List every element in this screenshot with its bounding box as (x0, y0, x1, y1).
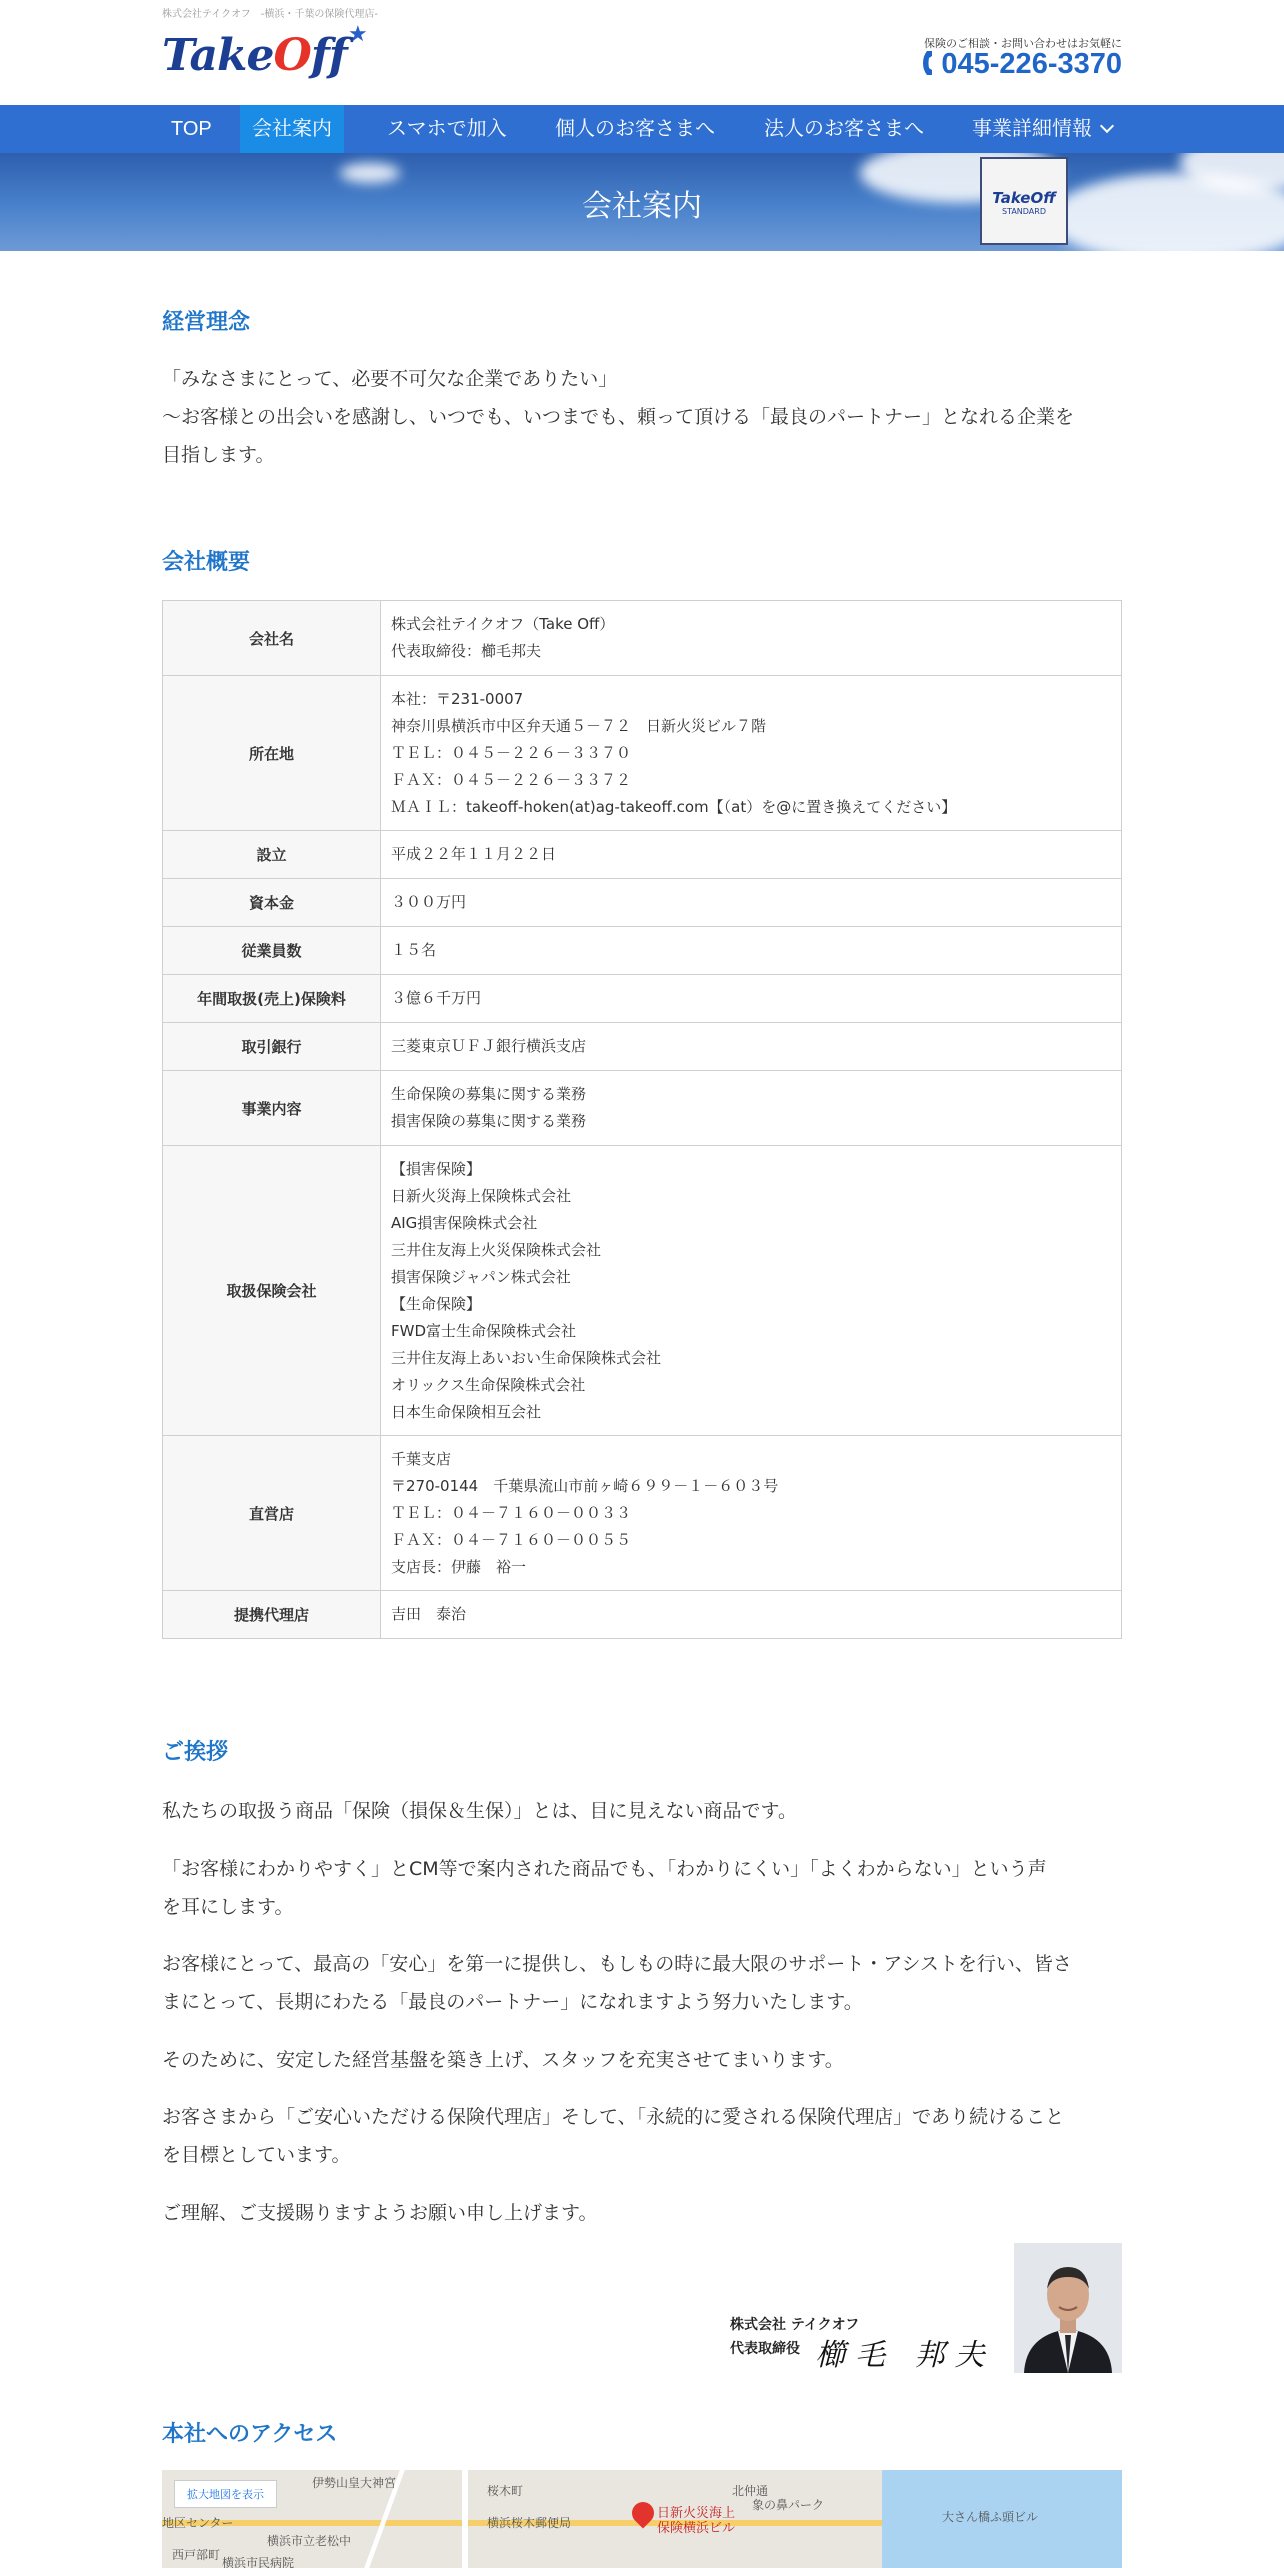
signature-company: 株式会社 テイクオフ (730, 2317, 860, 2333)
chevron-down-icon (1100, 119, 1114, 133)
map-label: 象の鼻パーク (752, 2498, 825, 2512)
row-value: 千葉支店 〒270-0144 千葉県流山市前ヶ崎６９９－１－６０３号 ＴＥＬ：０４－７１６０－００３３ ＦＡＸ：０４－７１６０－００５５ 支店長：伊藤 裕一 (381, 1436, 1122, 1591)
table-row (163, 927, 1122, 975)
row-value: 吉田 泰治 (381, 1591, 1122, 1639)
row-label: 提携代理店 (163, 1591, 381, 1639)
signature-handwriting: 櫛毛 邦夫 (815, 2338, 995, 2373)
logo-text: TakeOff (162, 30, 347, 81)
row-value: ３億６千万円 (381, 975, 1122, 1023)
site-logo[interactable] (162, 22, 372, 86)
greeting-paragraph: 私たちの取扱う商品「保険（損保＆生保）」とは、目に見えない商品です。 (162, 1800, 797, 1822)
row-label: 事業内容 (163, 1071, 381, 1146)
map-label: 地区センター (162, 2516, 234, 2530)
row-label: 取引銀行 (163, 1023, 381, 1071)
standard-badge: TakeOff STANDARD (980, 157, 1068, 245)
greeting-heading: ご挨拶 (162, 1740, 229, 1765)
overview-heading: 会社概要 (162, 550, 251, 575)
table-row (163, 1436, 1122, 1591)
map-pin-label: 日新火災海上 保険横浜ビル (657, 2506, 736, 2536)
phone-number[interactable]: 045-226-3370 (923, 48, 1122, 81)
row-value: 【損害保険】 日新火災海上保険株式会社 AIG損害保険株式会社 三井住友海上火災保険株式会社 損害保険ジャパン株式会社 【生命保険】 FWD富士生命保険株式会社 三井住友海上あいおい生命保険株式会社 オリックス生命保険株式会社 日本生命保険相互会社 (381, 1146, 1122, 1436)
greeting-paragraph: 「お客様にわかりやすく」とCM等で案内された商品でも、「わかりにくい」「よくわからない」という声 を耳にします。 (162, 1858, 1047, 1918)
president-photo (1014, 2243, 1122, 2373)
map-enlarge-button[interactable]: 拡大地図を表示 (174, 2480, 277, 2508)
greeting-paragraph: お客さまから「ご安心いただける保険代理店」そして、「永続的に愛される保険代理店」であり続けること を目標としています。 (162, 2106, 1065, 2166)
greeting-paragraph: ご理解、ご支援賜りますようお願い申し上げます。 (162, 2202, 598, 2224)
map-label: 西戸部町 (172, 2548, 221, 2562)
map-label: 横浜市民病院 (222, 2556, 295, 2568)
phone-icon (923, 50, 937, 76)
main-nav (0, 105, 1284, 153)
table-row (163, 1591, 1122, 1639)
row-label: 設立 (163, 831, 381, 879)
row-value: ３００万円 (381, 879, 1122, 927)
table-row (163, 1071, 1122, 1146)
page-title: 会社案内 (582, 190, 702, 223)
access-map[interactable] (162, 2470, 1122, 2568)
greeting-paragraph: お客様にとって、最高の「安心」を第一に提供し、もしもの時に最大限のサポート・アシストを行い、皆さ まにとって、長期にわたる「最良のパートナー」になれますよう努力いたします。 (162, 1953, 1072, 2013)
table-row (163, 601, 1122, 676)
contact-note: 保険のご相談・お問い合わせはお気軽に (924, 37, 1122, 50)
company-overview-table (162, 600, 1122, 1639)
page-hero (0, 153, 1284, 251)
star-icon: ★ (348, 22, 368, 47)
cloud-decoration (340, 163, 400, 183)
row-value: １５名 (381, 927, 1122, 975)
row-label: 取扱保険会社 (163, 1146, 381, 1436)
map-label: 伊勢山皇大神宮 (312, 2476, 397, 2490)
row-label: 資本金 (163, 879, 381, 927)
table-row (163, 879, 1122, 927)
map-label: 横浜桜木郵便局 (487, 2516, 572, 2530)
table-row (163, 676, 1122, 831)
site-tagline: 株式会社テイクオフ -横浜・千葉の保険代理店- (162, 9, 379, 20)
philosophy-text: 「みなさまにとって、必要不可欠な企業でありたい」 ～お客様との出会いを感謝し、いつでも、いつまでも、頼って頂ける「最良のパートナー」となれる企業を 目指します。 (162, 368, 1075, 466)
signature-title: 代表取締役 (730, 2341, 800, 2357)
table-row (163, 831, 1122, 879)
philosophy-heading: 経営理念 (162, 310, 251, 335)
map-label: 桜木町 (487, 2484, 524, 2498)
table-row (163, 1146, 1122, 1436)
row-value: 平成２２年１１月２２日 (381, 831, 1122, 879)
row-label: 会社名 (163, 601, 381, 676)
row-label: 年間取扱(売上)保険料 (163, 975, 381, 1023)
row-value: 生命保険の募集に関する業務 損害保険の募集に関する業務 (381, 1071, 1122, 1146)
row-label: 直営店 (163, 1436, 381, 1591)
greeting-paragraph: そのために、安定した経営基盤を築き上げ、スタッフを充実させてまいります。 (162, 2049, 844, 2071)
nav-item-individual[interactable]: 個人のお客さまへ (555, 118, 715, 140)
site-header (0, 0, 1284, 105)
table-row (163, 975, 1122, 1023)
row-label: 所在地 (163, 676, 381, 831)
map-label: 横浜市立老松中 (267, 2534, 352, 2548)
nav-item-corporate[interactable]: 法人のお客さまへ (764, 118, 924, 140)
nav-item-smartphone[interactable]: スマホで加入 (387, 118, 507, 140)
map-label: 北仲通 (732, 2484, 769, 2498)
nav-item-top[interactable]: TOP (171, 118, 212, 140)
nav-item-business-details[interactable]: 事業詳細情報 (960, 105, 1124, 153)
map-label: 大さん橋ふ頭ビル (942, 2510, 1039, 2524)
row-label: 従業員数 (163, 927, 381, 975)
row-value: 株式会社テイクオフ（Take Off） 代表取締役：櫛毛邦夫 (381, 601, 1122, 676)
map-road (462, 2470, 468, 2568)
table-row (163, 1023, 1122, 1071)
access-heading: 本社へのアクセス (162, 2422, 338, 2447)
row-value: 本社：〒231-0007 神奈川県横浜市中区弁天通５－７２ 日新火災ビル７階 ＴＥＬ：０４５－２２６－３３７０ ＦＡＸ：０４５－２２６－３３７２ ＭＡＩＬ：takeoff-hoken(at)ag-takeoff.com【（at）を@に置き換えてください】 (381, 676, 1122, 831)
nav-item-company[interactable]: 会社案内 (240, 105, 344, 153)
row-value: 三菱東京ＵＦＪ銀行横浜支店 (381, 1023, 1122, 1071)
